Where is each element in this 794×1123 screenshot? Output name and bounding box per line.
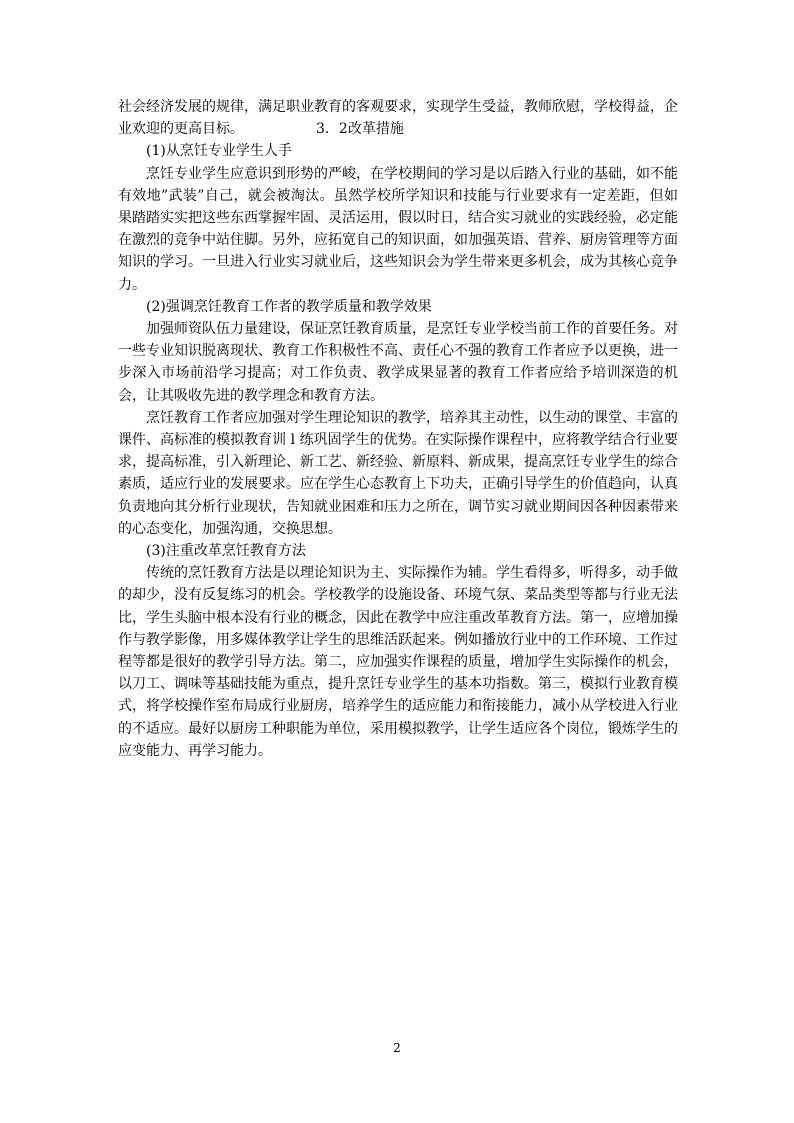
item1-heading: (1)从烹饪专业学生人手: [146, 143, 292, 160]
item2-paragraph-1: 加强师资队伍力量建设，保证烹饪教育质量，是烹饪专业学校当前工作的首要任务。对一些专业知识脱离现状、教育工作积极性不高、责任心不强的教育工作者应予以更换，进一步深入市场前沿学习提高；对工作负责、教学成果显著的教育工作者应给予培训深造的机会，让其吸收先进的教学理念和教育方法。: [118, 321, 678, 404]
intro-text: 社会经济发展的规律，满足职业教育的客观要求，实现学生受益，教师欣慰，学校得益，企业欢迎的更高目标。: [118, 99, 678, 138]
document-body: [118, 96, 678, 762]
item2-heading: (2)强调烹饪教育工作者的教学质量和教学效果: [146, 298, 432, 315]
intro-paragraph: [118, 96, 678, 140]
item3-heading: (3)注重改革烹饪教育方法: [146, 543, 306, 560]
section-heading: 3．2改革措施: [316, 121, 404, 138]
item2-paragraph-2: 烹饪教育工作者应加强对学生理论知识的教学，培养其主动性，以生动的课堂、丰富的课件、高标准的模拟教育训 l 练巩固学生的优势。在实际操作课程中，应将教学结合行业要求，提高标准，引入新理论、新工艺、新经验、新原料、新成果，提高烹饪专业学生的综合素质，适应行业的发展要求。应在学生心态教育上下功夫，正确引导学生的价值趋向，认真负责地向其分析行业现状，告知就业困难和压力之所在，调节实习就业期间因各种因素带来的心态变化，加强沟通，交换思想。: [118, 409, 678, 537]
page-number: 2: [393, 1041, 401, 1055]
item1-paragraph: 烹饪专业学生应意识到形势的严峻，在学校期间的学习是以后踏入行业的基础，如不能有效地”武装”自己，就会被淘汰。虽然学校所学知识和技能与行业要求有一定差距，但如果踏踏实实把这些东西掌握牢固、灵活运用，假以时日，结合实习就业的实践经验，必定能在激烈的竞争中站住脚。另外，应拓宽自己的知识面，如加强英语、营养、厨房管理等方面知识的学习。一旦进入行业实习就业后，这些知识会为学生带来更多机会，成为其核心竞争力。: [118, 165, 678, 293]
item3-paragraph: 传统的烹饪教育方法是以理论知识为主、实际操作为辅。学生看得多，听得多，动手做的却少，没有反复练习的机会。学校教学的设施设备、环境气氛、菜品类型等都与行业无法比，学生头脑中根本没有行业的概念，因此在教学中应注重改革教育方法。第一，应增加操作与教学影像，用多媒体教学让学生的思维活跃起来。例如播放行业中的工作环境、工作过程等都是很好的教学引导方法。第二，应加强实作课程的质量，增加学生实际操作的机会，以刀工、调味等基础技能为重点，提升烹饪专业学生的基本功指数。第三，模拟行业教育模式，将学校操作室布局成行业厨房，培养学生的适应能力和衔接能力，减小从学校进入行业的不适应。最好以厨房工种职能为单位，采用模拟教学，让学生适应各个岗位，锻炼学生的应变能力、再学习能力。: [118, 565, 678, 759]
